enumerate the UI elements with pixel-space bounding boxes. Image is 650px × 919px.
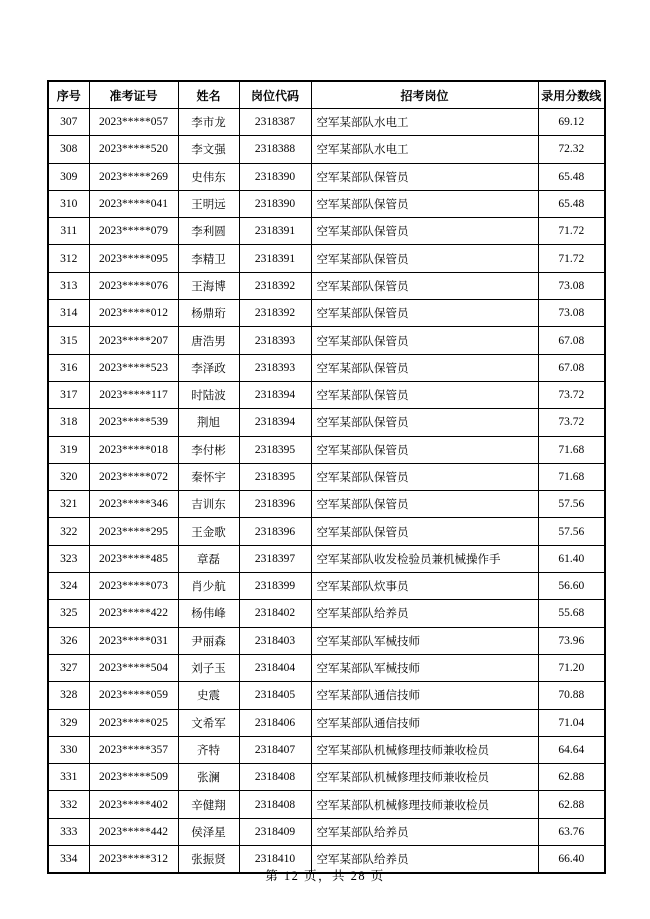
cell-name: 张澜 bbox=[178, 764, 239, 791]
cell-score-line: 71.68 bbox=[538, 463, 605, 490]
col-header-position-code: 岗位代码 bbox=[239, 81, 311, 109]
cell-score-line: 71.72 bbox=[538, 218, 605, 245]
cell-serial: 313 bbox=[48, 272, 89, 299]
table-row bbox=[48, 354, 605, 381]
table-row bbox=[48, 436, 605, 463]
cell-position-code: 2318393 bbox=[239, 327, 311, 354]
cell-position-code: 2318399 bbox=[239, 573, 311, 600]
cell-serial: 329 bbox=[48, 709, 89, 736]
cell-position: 空军某部队给养员 bbox=[311, 846, 538, 874]
cell-ticket-number: 2023*****012 bbox=[89, 300, 178, 327]
cell-serial: 317 bbox=[48, 381, 89, 408]
cell-position-code: 2318408 bbox=[239, 791, 311, 818]
cell-score-line: 67.08 bbox=[538, 327, 605, 354]
cell-serial: 326 bbox=[48, 627, 89, 654]
cell-name: 秦怀宇 bbox=[178, 463, 239, 490]
cell-serial: 309 bbox=[48, 163, 89, 190]
col-header-serial: 序号 bbox=[48, 81, 89, 109]
cell-name: 王金歌 bbox=[178, 518, 239, 545]
cell-serial: 334 bbox=[48, 846, 89, 874]
cell-position: 空军某部队军械技师 bbox=[311, 627, 538, 654]
cell-name: 尹丽森 bbox=[178, 627, 239, 654]
cell-position-code: 2318406 bbox=[239, 709, 311, 736]
cell-position: 空军某部队机械修理技师兼收检员 bbox=[311, 764, 538, 791]
cell-score-line: 62.88 bbox=[538, 764, 605, 791]
cell-position: 空军某部队保管员 bbox=[311, 218, 538, 245]
cell-ticket-number: 2023*****059 bbox=[89, 682, 178, 709]
cell-position-code: 2318409 bbox=[239, 818, 311, 845]
cell-ticket-number: 2023*****073 bbox=[89, 573, 178, 600]
table-row bbox=[48, 190, 605, 217]
cell-serial: 316 bbox=[48, 354, 89, 381]
cell-serial: 310 bbox=[48, 190, 89, 217]
cell-position: 空军某部队保管员 bbox=[311, 409, 538, 436]
cell-position-code: 2318391 bbox=[239, 218, 311, 245]
table-row bbox=[48, 764, 605, 791]
cell-ticket-number: 2023*****357 bbox=[89, 736, 178, 763]
cell-serial: 322 bbox=[48, 518, 89, 545]
cell-ticket-number: 2023*****509 bbox=[89, 764, 178, 791]
cell-position: 空军某部队保管员 bbox=[311, 354, 538, 381]
cell-ticket-number: 2023*****346 bbox=[89, 491, 178, 518]
table-row bbox=[48, 136, 605, 163]
cell-ticket-number: 2023*****422 bbox=[89, 600, 178, 627]
cell-name: 辛健翔 bbox=[178, 791, 239, 818]
table-row bbox=[48, 709, 605, 736]
cell-position-code: 2318410 bbox=[239, 846, 311, 874]
cell-serial: 314 bbox=[48, 300, 89, 327]
cell-score-line: 71.72 bbox=[538, 245, 605, 272]
cell-position-code: 2318395 bbox=[239, 436, 311, 463]
cell-serial: 327 bbox=[48, 654, 89, 681]
cell-serial: 330 bbox=[48, 736, 89, 763]
cell-position: 空军某部队水电工 bbox=[311, 136, 538, 163]
cell-score-line: 73.72 bbox=[538, 409, 605, 436]
cell-name: 唐浩男 bbox=[178, 327, 239, 354]
table-row bbox=[48, 682, 605, 709]
cell-position: 空军某部队机械修理技师兼收检员 bbox=[311, 791, 538, 818]
cell-position-code: 2318387 bbox=[239, 109, 311, 136]
cell-position: 空军某部队通信技师 bbox=[311, 709, 538, 736]
cell-serial: 320 bbox=[48, 463, 89, 490]
cell-position-code: 2318407 bbox=[239, 736, 311, 763]
cell-name: 李泽政 bbox=[178, 354, 239, 381]
table-row bbox=[48, 518, 605, 545]
cell-position: 空军某部队军械技师 bbox=[311, 654, 538, 681]
table-row bbox=[48, 545, 605, 572]
cell-position: 空军某部队保管员 bbox=[311, 491, 538, 518]
cell-position-code: 2318388 bbox=[239, 136, 311, 163]
cell-name: 文希军 bbox=[178, 709, 239, 736]
cell-name: 杨伟峰 bbox=[178, 600, 239, 627]
cell-score-line: 71.04 bbox=[538, 709, 605, 736]
cell-position: 空军某部队给养员 bbox=[311, 818, 538, 845]
col-header-score-line: 录用分数线 bbox=[538, 81, 605, 109]
cell-position: 空军某部队收发检验员兼机械操作手 bbox=[311, 545, 538, 572]
cell-serial: 324 bbox=[48, 573, 89, 600]
cell-position-code: 2318390 bbox=[239, 163, 311, 190]
table-row bbox=[48, 272, 605, 299]
table-row bbox=[48, 381, 605, 408]
table-row bbox=[48, 218, 605, 245]
cell-ticket-number: 2023*****520 bbox=[89, 136, 178, 163]
cell-score-line: 66.40 bbox=[538, 846, 605, 874]
cell-ticket-number: 2023*****095 bbox=[89, 245, 178, 272]
cell-name: 荆旭 bbox=[178, 409, 239, 436]
table-row bbox=[48, 245, 605, 272]
cell-score-line: 57.56 bbox=[538, 518, 605, 545]
cell-position-code: 2318391 bbox=[239, 245, 311, 272]
cell-score-line: 55.68 bbox=[538, 600, 605, 627]
cell-ticket-number: 2023*****269 bbox=[89, 163, 178, 190]
cell-ticket-number: 2023*****523 bbox=[89, 354, 178, 381]
cell-score-line: 73.96 bbox=[538, 627, 605, 654]
cell-ticket-number: 2023*****076 bbox=[89, 272, 178, 299]
cell-ticket-number: 2023*****041 bbox=[89, 190, 178, 217]
cell-position-code: 2318392 bbox=[239, 300, 311, 327]
cell-position-code: 2318404 bbox=[239, 654, 311, 681]
table-row bbox=[48, 791, 605, 818]
cell-position-code: 2318393 bbox=[239, 354, 311, 381]
cell-serial: 311 bbox=[48, 218, 89, 245]
table-row bbox=[48, 818, 605, 845]
cell-position: 空军某部队保管员 bbox=[311, 518, 538, 545]
cell-ticket-number: 2023*****402 bbox=[89, 791, 178, 818]
cell-position-code: 2318392 bbox=[239, 272, 311, 299]
cell-name: 肖少航 bbox=[178, 573, 239, 600]
cell-score-line: 72.32 bbox=[538, 136, 605, 163]
cell-score-line: 69.12 bbox=[538, 109, 605, 136]
cell-ticket-number: 2023*****539 bbox=[89, 409, 178, 436]
table-row bbox=[48, 654, 605, 681]
cell-score-line: 71.20 bbox=[538, 654, 605, 681]
col-header-name: 姓名 bbox=[178, 81, 239, 109]
table-row bbox=[48, 627, 605, 654]
score-table bbox=[47, 80, 606, 874]
cell-serial: 318 bbox=[48, 409, 89, 436]
cell-name: 李精卫 bbox=[178, 245, 239, 272]
cell-score-line: 73.08 bbox=[538, 300, 605, 327]
cell-ticket-number: 2023*****018 bbox=[89, 436, 178, 463]
cell-position-code: 2318394 bbox=[239, 409, 311, 436]
cell-score-line: 71.68 bbox=[538, 436, 605, 463]
col-header-position: 招考岗位 bbox=[311, 81, 538, 109]
cell-position: 空军某部队保管员 bbox=[311, 436, 538, 463]
cell-position-code: 2318396 bbox=[239, 518, 311, 545]
table-row bbox=[48, 300, 605, 327]
cell-position-code: 2318402 bbox=[239, 600, 311, 627]
cell-name: 王明远 bbox=[178, 190, 239, 217]
cell-position: 空军某部队保管员 bbox=[311, 245, 538, 272]
cell-name: 李利圆 bbox=[178, 218, 239, 245]
cell-score-line: 61.40 bbox=[538, 545, 605, 572]
cell-ticket-number: 2023*****072 bbox=[89, 463, 178, 490]
cell-position: 空军某部队保管员 bbox=[311, 272, 538, 299]
cell-score-line: 67.08 bbox=[538, 354, 605, 381]
cell-score-line: 57.56 bbox=[538, 491, 605, 518]
cell-position-code: 2318390 bbox=[239, 190, 311, 217]
cell-position-code: 2318397 bbox=[239, 545, 311, 572]
cell-serial: 323 bbox=[48, 545, 89, 572]
cell-name: 张振贤 bbox=[178, 846, 239, 874]
cell-score-line: 62.88 bbox=[538, 791, 605, 818]
table-row bbox=[48, 163, 605, 190]
cell-position: 空军某部队通信技师 bbox=[311, 682, 538, 709]
cell-serial: 308 bbox=[48, 136, 89, 163]
cell-position: 空军某部队保管员 bbox=[311, 463, 538, 490]
cell-score-line: 65.48 bbox=[538, 190, 605, 217]
cell-serial: 321 bbox=[48, 491, 89, 518]
cell-score-line: 65.48 bbox=[538, 163, 605, 190]
cell-name: 杨鼎珩 bbox=[178, 300, 239, 327]
cell-score-line: 64.64 bbox=[538, 736, 605, 763]
cell-position-code: 2318396 bbox=[239, 491, 311, 518]
cell-name: 刘子玉 bbox=[178, 654, 239, 681]
cell-ticket-number: 2023*****031 bbox=[89, 627, 178, 654]
cell-ticket-number: 2023*****504 bbox=[89, 654, 178, 681]
cell-name: 侯泽星 bbox=[178, 818, 239, 845]
cell-position-code: 2318403 bbox=[239, 627, 311, 654]
cell-serial: 325 bbox=[48, 600, 89, 627]
cell-serial: 307 bbox=[48, 109, 89, 136]
table-body bbox=[48, 109, 605, 874]
cell-ticket-number: 2023*****057 bbox=[89, 109, 178, 136]
cell-name: 王海博 bbox=[178, 272, 239, 299]
cell-ticket-number: 2023*****295 bbox=[89, 518, 178, 545]
cell-score-line: 73.72 bbox=[538, 381, 605, 408]
cell-name: 李文强 bbox=[178, 136, 239, 163]
cell-ticket-number: 2023*****312 bbox=[89, 846, 178, 874]
header-row bbox=[48, 81, 605, 109]
cell-position-code: 2318408 bbox=[239, 764, 311, 791]
cell-score-line: 73.08 bbox=[538, 272, 605, 299]
cell-serial: 333 bbox=[48, 818, 89, 845]
cell-name: 章磊 bbox=[178, 545, 239, 572]
table-row bbox=[48, 463, 605, 490]
col-header-ticket-number: 准考证号 bbox=[89, 81, 178, 109]
cell-position-code: 2318394 bbox=[239, 381, 311, 408]
cell-serial: 312 bbox=[48, 245, 89, 272]
cell-serial: 319 bbox=[48, 436, 89, 463]
cell-position-code: 2318405 bbox=[239, 682, 311, 709]
cell-ticket-number: 2023*****442 bbox=[89, 818, 178, 845]
cell-serial: 315 bbox=[48, 327, 89, 354]
cell-position: 空军某部队给养员 bbox=[311, 600, 538, 627]
table-row bbox=[48, 600, 605, 627]
cell-ticket-number: 2023*****117 bbox=[89, 381, 178, 408]
table-row bbox=[48, 109, 605, 136]
table-row bbox=[48, 409, 605, 436]
cell-serial: 328 bbox=[48, 682, 89, 709]
cell-score-line: 70.88 bbox=[538, 682, 605, 709]
cell-position: 空军某部队保管员 bbox=[311, 327, 538, 354]
cell-name: 史震 bbox=[178, 682, 239, 709]
cell-name: 李付彬 bbox=[178, 436, 239, 463]
cell-serial: 331 bbox=[48, 764, 89, 791]
cell-position: 空军某部队保管员 bbox=[311, 381, 538, 408]
cell-position: 空军某部队水电工 bbox=[311, 109, 538, 136]
cell-score-line: 63.76 bbox=[538, 818, 605, 845]
cell-ticket-number: 2023*****207 bbox=[89, 327, 178, 354]
cell-ticket-number: 2023*****485 bbox=[89, 545, 178, 572]
cell-serial: 332 bbox=[48, 791, 89, 818]
cell-position: 空军某部队保管员 bbox=[311, 190, 538, 217]
cell-name: 李市龙 bbox=[178, 109, 239, 136]
cell-position: 空军某部队炊事员 bbox=[311, 573, 538, 600]
cell-score-line: 56.60 bbox=[538, 573, 605, 600]
cell-name: 吉训东 bbox=[178, 491, 239, 518]
cell-position: 空军某部队机械修理技师兼收检员 bbox=[311, 736, 538, 763]
cell-position: 空军某部队保管员 bbox=[311, 163, 538, 190]
cell-ticket-number: 2023*****025 bbox=[89, 709, 178, 736]
page-number-footer: 第 12 页，共 28 页 bbox=[265, 869, 385, 883]
table-row bbox=[48, 573, 605, 600]
table-row bbox=[48, 736, 605, 763]
cell-name: 时陆波 bbox=[178, 381, 239, 408]
cell-name: 史伟东 bbox=[178, 163, 239, 190]
cell-ticket-number: 2023*****079 bbox=[89, 218, 178, 245]
cell-position-code: 2318395 bbox=[239, 463, 311, 490]
cell-name: 齐特 bbox=[178, 736, 239, 763]
table-row bbox=[48, 491, 605, 518]
table-header bbox=[48, 81, 605, 109]
table-row bbox=[48, 327, 605, 354]
cell-position: 空军某部队保管员 bbox=[311, 300, 538, 327]
